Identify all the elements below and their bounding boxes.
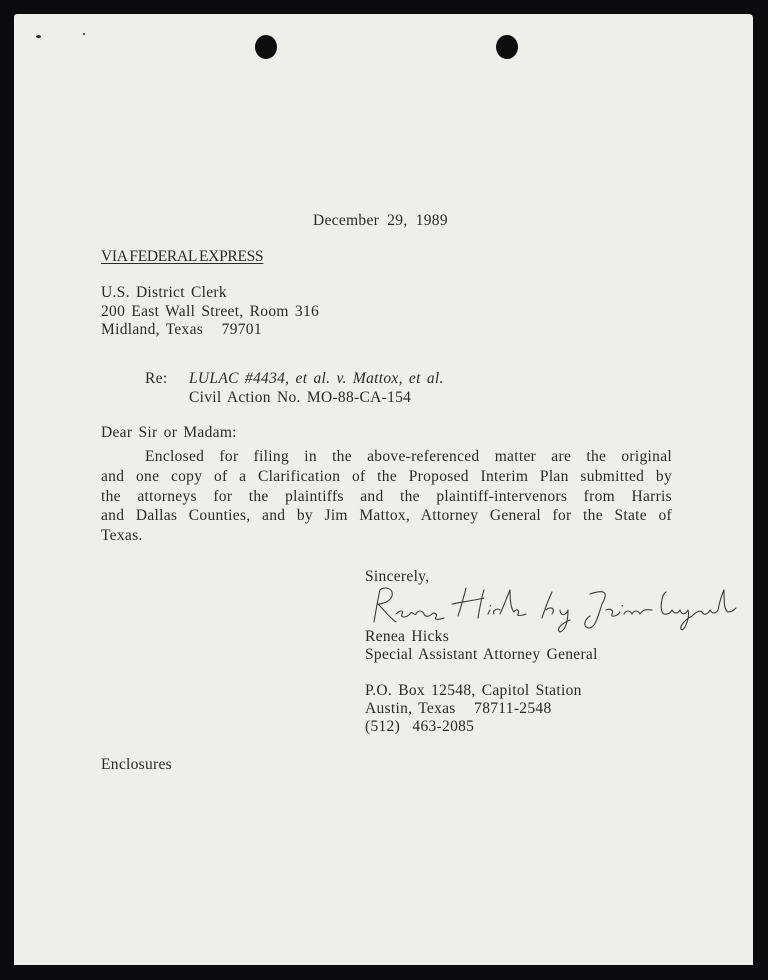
signer-address-1: P.O. Box 12548, Capitol Station — [365, 682, 582, 699]
signer-title: Special Assistant Attorney General — [365, 646, 598, 663]
re-label: Re: — [145, 370, 168, 387]
punch-hole-left — [255, 35, 277, 59]
body-line: Enclosed for filing in the above-referenced matter are the original — [145, 448, 672, 465]
punch-hole-right — [496, 35, 518, 59]
enclosure-note: Enclosures — [101, 756, 173, 773]
body-line: and one copy of a Clarification of the Proposed Interim Plan submitted by — [101, 467, 672, 485]
delivery-method: VIA FEDERAL EXPRESS — [101, 248, 264, 265]
signer-address-2: Austin, Texas 78711-2548 — [365, 700, 552, 717]
re-civil-action: Civil Action No. MO-88-CA-154 — [189, 389, 412, 406]
letter-date: December 29, 1989 — [313, 212, 448, 229]
body-line: and Dallas Counties, and by Jim Mattox, Attorney General for the State of — [101, 507, 672, 525]
recipient-line-1: U.S. District Clerk — [101, 284, 227, 301]
recipient-line-3: Midland, Texas 79701 — [101, 321, 262, 338]
letter-body — [101, 447, 672, 546]
signer-name: Renea Hicks — [365, 628, 450, 645]
salutation: Dear Sir or Madam: — [101, 424, 237, 441]
re-case-name: LULAC #4434, et al. v. Mattox, et al. — [189, 370, 444, 387]
letter-page — [14, 14, 753, 965]
body-line: Texas. — [101, 527, 143, 545]
signer-phone: (512) 463-2085 — [365, 718, 475, 735]
scan-speck — [83, 33, 85, 35]
recipient-line-2: 200 East Wall Street, Room 316 — [101, 303, 320, 320]
body-line: the attorneys for the plaintiffs and the plaintiff-intervenors from Harris — [101, 487, 672, 505]
scan-speck — [36, 35, 41, 38]
closing: Sincerely, — [365, 568, 430, 585]
